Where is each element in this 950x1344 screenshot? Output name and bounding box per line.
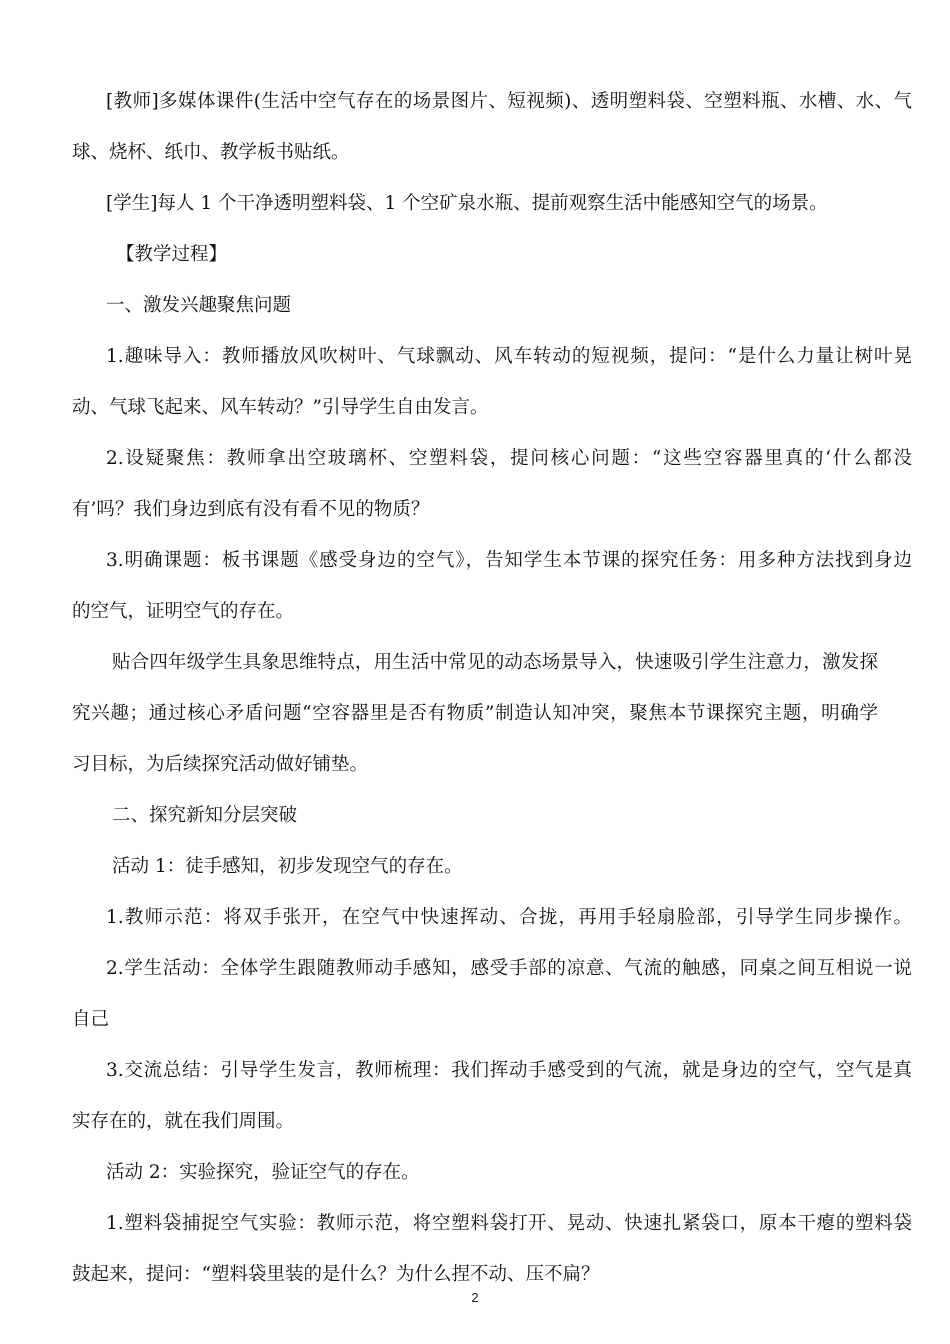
- design-note-line-3: 习目标，为后续探究活动做好铺垫。: [72, 754, 369, 775]
- activity-2-step-1-line-2: 鼓起来，提问：“塑料袋里装的是什么？为什么捏不动、压不扁？: [72, 1264, 600, 1285]
- materials-teacher-line-2: 球、烧杯、纸巾、教学板书贴纸。: [72, 142, 350, 163]
- design-note-line-1: 贴合四年级学生具象思维特点，用生活中常见的动态场景导入，快速吸引学生注意力，激发探: [112, 652, 878, 673]
- page-number: 2: [471, 1290, 479, 1305]
- activity-1-step-3-line-2: 实存在的，就在我们周围。: [72, 1111, 295, 1132]
- activity-1-step-1: 1.教师示范：将双手张开，在空气中快速挥动、合拢，再用手轻扇脸部，引导学生同步操作。: [106, 907, 912, 928]
- materials-student-line: [学生]每人 1 个干净透明塑料袋、1 个空矿泉水瓶、提前观察生活中能感知空气的场景。: [106, 193, 828, 214]
- section-heading-two: 二、探究新知分层突破: [112, 805, 298, 826]
- design-note-line-2: 究兴趣；通过核心矛盾问题“空容器里是否有物质”制造认知冲突，聚焦本节课探究主题，明确学: [72, 703, 878, 724]
- step-1-line-2: 动、气球飞起来、风车转动？”引导学生自由发言。: [72, 397, 489, 418]
- step-2-line-1: 2.设疑聚焦：教师拿出空玻璃杯、空塑料袋，提问核心问题：“这些空容器里真的‘什么都没: [106, 448, 912, 469]
- materials-teacher-line-1: [教师]多媒体课件(生活中空气存在的场景图片、短视频)、透明塑料袋、空塑料瓶、水槽、水、气: [106, 91, 912, 112]
- step-3-line-2: 的空气，证明空气的存在。: [72, 601, 295, 622]
- section-heading-one: 一、激发兴趣聚焦问题: [106, 295, 292, 316]
- activity-1-step-2-line-1: 2.学生活动：全体学生跟随教师动手感知，感受手部的凉意、气流的触感，同桌之间互相说一说: [106, 958, 912, 979]
- activity-1-step-3-line-1: 3.交流总结：引导学生发言，教师梳理：我们挥动手感受到的气流，就是身边的空气，空气是真: [106, 1060, 912, 1081]
- section-heading-teaching-process: 【教学过程】: [116, 244, 228, 265]
- activity-1-heading: 活动 1：徒手感知，初步发现空气的存在。: [112, 856, 463, 877]
- step-2-line-2: 有’吗？我们身边到底有没有看不见的物质？: [72, 499, 430, 520]
- activity-1-step-2-line-2: 自己: [72, 1009, 110, 1030]
- activity-2-heading: 活动 2：实验探究，验证空气的存在。: [106, 1162, 420, 1183]
- step-3-line-1: 3.明确课题：板书课题《感受身边的空气》，告知学生本节课的探究任务：用多种方法找到身边: [106, 550, 912, 571]
- step-1-line-1: 1.趣味导入：教师播放风吹树叶、气球飘动、风车转动的短视频，提问：“是什么力量让树叶晃: [106, 346, 912, 367]
- activity-2-step-1-line-1: 1.塑料袋捕捉空气实验：教师示范，将空塑料袋打开、晃动、快速扎紧袋口，原本干瘪的塑料袋: [106, 1213, 912, 1234]
